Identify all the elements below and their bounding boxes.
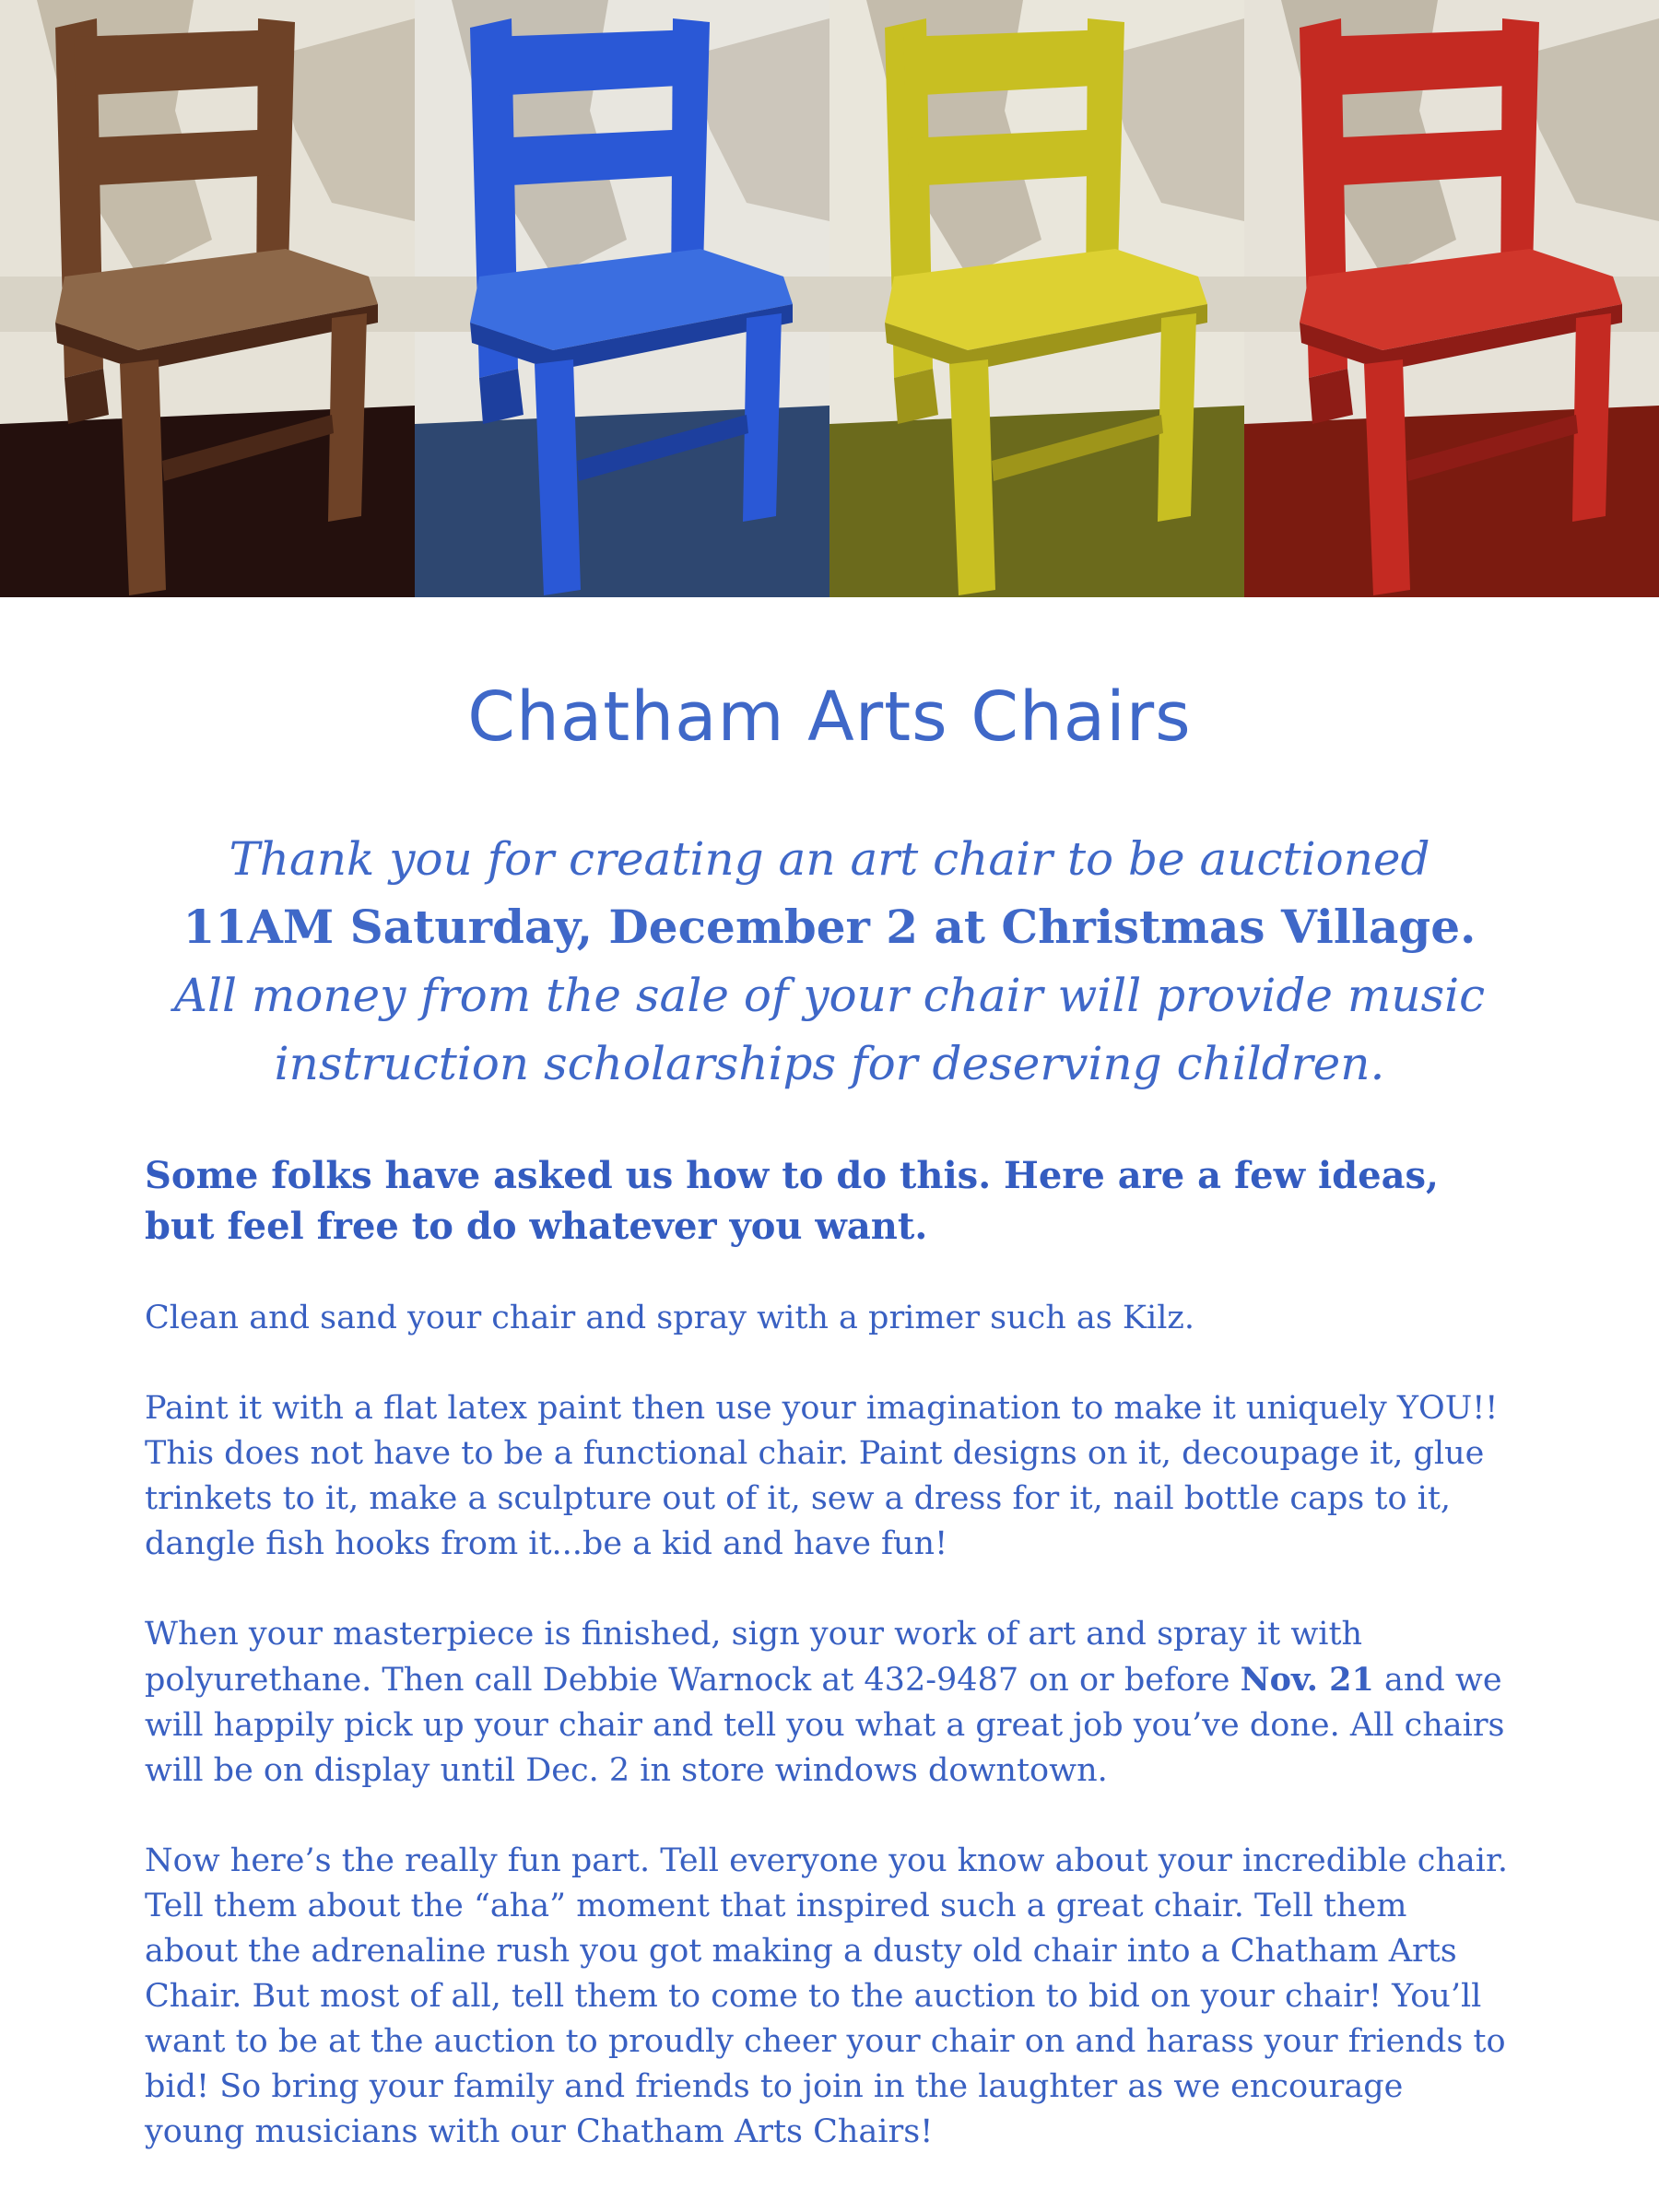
chair-front-leg <box>1158 313 1196 522</box>
paragraph-fun-part: Now here’s the really fun part. Tell everyone you know about your incredible chair. Tell them about the “aha” moment that inspired such a great chair. Tell them about the adrenaline rush you got making a dusty old chair into a Chatham Arts Chair. But most of all, tell them to come to the auction to bid on your chair! You’ll want to be at the auction to proudly cheer your chair on and harass your friends to bid! So bring your family and friends to join in the laughter as we encourage young musicians with our Chatham Arts Chairs! <box>145 1842 1508 2150</box>
page-title: Chatham Arts Chairs <box>467 677 1192 757</box>
paragraph-prep: Clean and sand your chair and spray with a primer such as Kilz. <box>145 1300 1194 1336</box>
intro-block <box>0 825 1659 1098</box>
chair-shadow <box>65 369 109 424</box>
intro-date-line: 11AM Saturday, December 2 at Christmas Village. <box>182 900 1477 954</box>
chair-top-rail <box>488 29 696 96</box>
chair-photo-strip <box>0 0 1659 597</box>
chair-illustration <box>0 0 415 597</box>
paragraph-finish <box>145 1612 1509 1794</box>
instructions-body <box>145 1150 1509 2200</box>
red-chair-image <box>1244 0 1659 597</box>
intro-line-3: All money from the sale of your chair will provide music <box>173 969 1486 1022</box>
lead-paragraph: Some folks have asked us how to do this. Here are a few ideas, but feel free to do whatever you want. <box>145 1154 1439 1248</box>
chair-front-leg <box>743 313 782 522</box>
deadline-date: Nov. 21 <box>1240 1661 1374 1699</box>
chair-illustration <box>1244 0 1659 597</box>
paragraph-paint: Paint it with a flat latex paint then use your imagination to make it uniquely YOU!! This does not have to be a functional chair. Paint designs on it, decoupage it, glue trinkets to it, make a sculpture out of it, sew a dress for it, nail bottle caps to it, dangle fish hooks from it...be a kid and have fun! <box>145 1390 1499 1562</box>
yellow-chair-image <box>830 0 1244 597</box>
intro-line-1: Thank you for creating an art chair to be auctioned <box>229 832 1430 886</box>
brown-chair-image <box>0 0 415 597</box>
blue-chair-image <box>415 0 830 597</box>
chair-shadow <box>894 369 938 424</box>
chair-illustration <box>830 0 1244 597</box>
chair-top-rail <box>903 29 1111 96</box>
paragraph-finish-part-1: When your masterpiece is finished, sign your work of art and spray it with polyurethane. Then call Debbie Warnock at 432-9487 on or before <box>145 1616 1363 1699</box>
chair-top-rail <box>74 29 281 96</box>
intro-line-4: instruction scholarships for deserving children. <box>274 1037 1385 1090</box>
chair-front-leg <box>328 313 367 522</box>
chair-shadow <box>1309 369 1353 424</box>
paragraph-finish-part-2: and we will happily pick up your chair and tell you what a great job you’ve done. All chairs will be on display until Dec. 2 in store windows downtown. <box>145 1662 1505 1789</box>
chair-front-leg <box>1572 313 1611 522</box>
chair-top-rail <box>1318 29 1525 96</box>
chair-illustration <box>415 0 830 597</box>
chair-shadow <box>479 369 524 424</box>
